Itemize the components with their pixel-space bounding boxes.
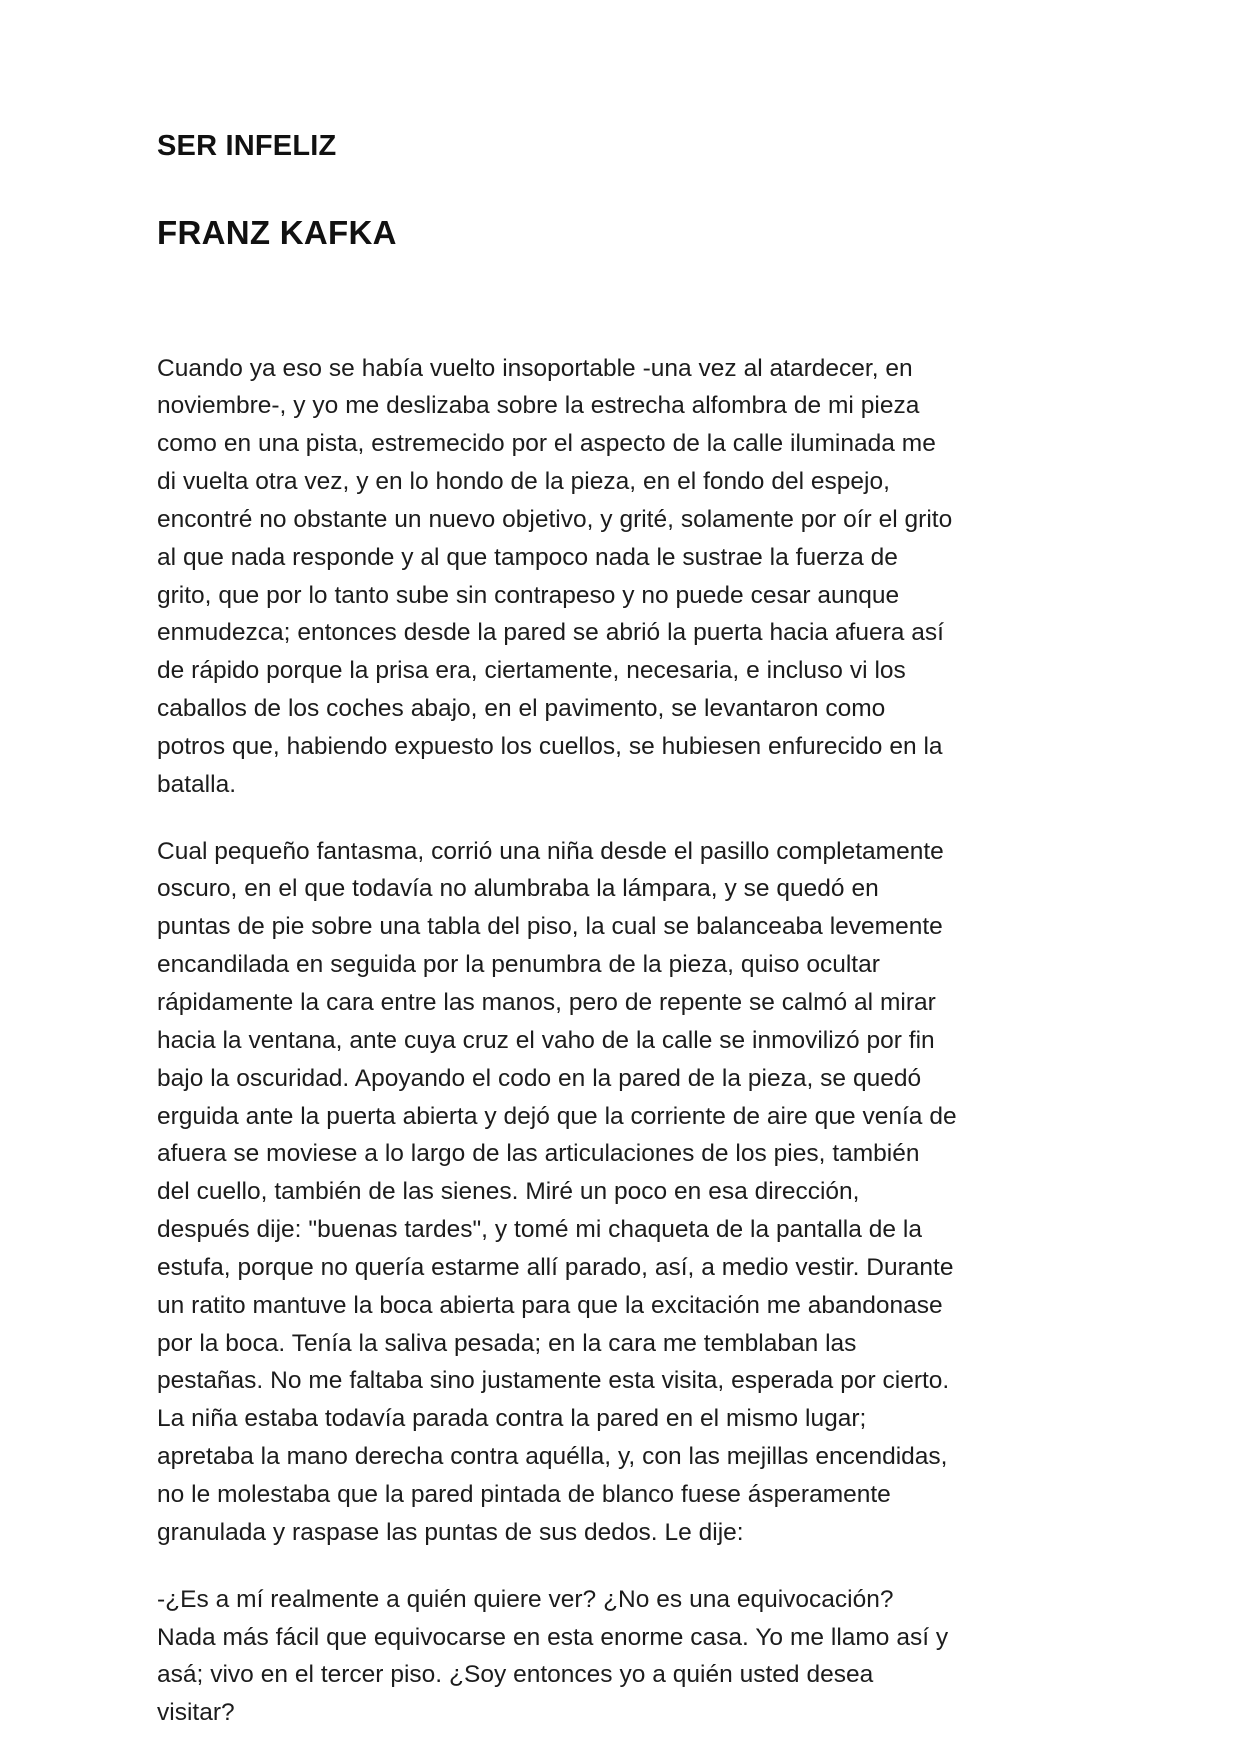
body-paragraph-1: Cuando ya eso se había vuelto insoportable -una vez al atardecer, en noviembre-, y yo me deslizaba sobre la estrecha alfombra de mi pieza como en una pista, estremecido por el aspecto de la calle iluminada me di vuelta otra vez, y en lo hondo de la pieza, en el fondo del espejo, encontré no obstante un nuevo objetivo, y grité, solamente por oír el grito al que nada responde y al que tampoco nada le sustrae la fuerza de grito, que por lo tanto sube sin contrapeso y no puede cesar aunque enmudezca; entonces desde la pared se abrió la puerta hacia afuera así de rápido porque la prisa era, ciertamente, necesaria, e incluso vi los caballos de los coches abajo, en el pavimento, se levantaron como potros que, habiendo expuesto los cuellos, se hubiesen enfurecido en la batalla. (157, 354, 953, 798)
page-title: SER INFELIZ (157, 130, 337, 162)
author-heading: FRANZ KAFKA (157, 214, 397, 252)
body-paragraph-2: Cual pequeño fantasma, corrió una niña desde el pasillo completamente oscuro, en el que todavía no alumbraba la lámpara, y se quedó en puntas de pie sobre una tabla del piso, la cual se balanceaba levemente encandilada en seguida por la penumbra de la pieza, quiso ocultar rápidamente la cara entre las manos, pero de repente se calmó al mirar hacia la ventana, ante cuya cruz el vaho de la calle se inmovilizó por fin bajo la oscuridad. Apoyando el codo en la pared de la pieza, se quedó erguida ante la puerta abierta y dejó que la corriente de aire que venía de afuera se moviese a lo largo de las articulaciones de los pies, también del cuello, también de las sienes. Miré un poco en esa dirección, después dije: "buenas tardes", y tomé mi chaqueta de la pantalla de la estufa, porque no quería estarme allí parado, así, a medio vestir. Durante un ratito mantuve la boca abierta para que la excitación me abandonase por la boca. Tenía la saliva pesada; en la cara me temblaban las pestañas. No me faltaba sino justamente esta visita, esperada por cierto. La niña estaba todavía parada contra la pared en el mismo lugar; apretaba la mano derecha contra aquélla, y, con las mejillas encendidas, no le molestaba que la pared pintada de blanco fuese ásperamente granulada y raspase las puntas de sus dedos. Le dije: (157, 837, 957, 1546)
body-paragraph-3: -¿Es a mí realmente a quién quiere ver? ¿No es una equivocación? Nada más fácil que equivocarse en esta enorme casa. Yo me llamo así y asá; vivo en el tercer piso. ¿Soy entonces yo a quién usted desea visitar? (157, 1585, 949, 1727)
